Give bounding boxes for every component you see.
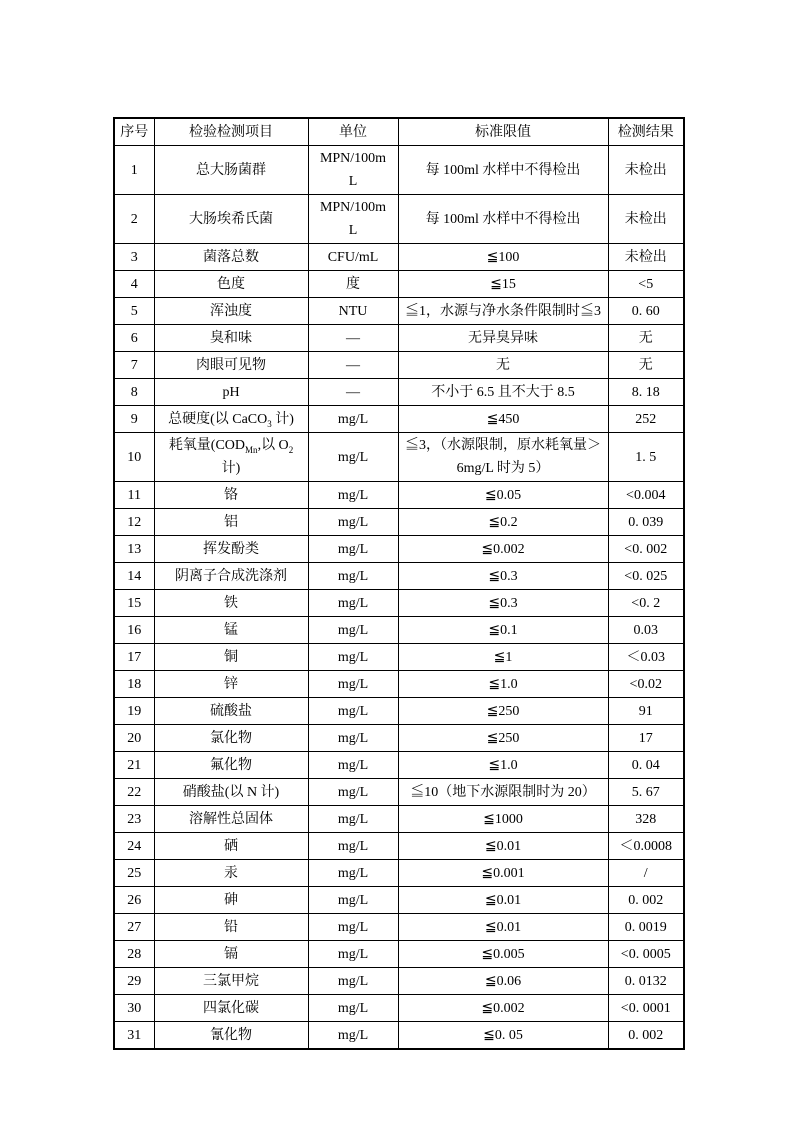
test-result-cell: ＜0.03 bbox=[608, 644, 684, 671]
standard-limit-cell: 每 100ml 水样中不得检出 bbox=[398, 146, 608, 195]
unit-cell: mg/L bbox=[308, 482, 398, 509]
table-row bbox=[114, 433, 684, 482]
table-header-row bbox=[114, 118, 684, 146]
item-name-cell: 色度 bbox=[154, 271, 308, 298]
test-result-cell: 无 bbox=[608, 325, 684, 352]
standard-limit-cell: ≦250 bbox=[398, 725, 608, 752]
row-number-cell: 18 bbox=[114, 671, 154, 698]
table-row bbox=[114, 325, 684, 352]
column-header-no: 序号 bbox=[114, 118, 154, 146]
unit-cell: mg/L bbox=[308, 806, 398, 833]
unit-cell: mg/L bbox=[308, 995, 398, 1022]
table-row bbox=[114, 352, 684, 379]
test-results-table bbox=[113, 117, 685, 1050]
table-row bbox=[114, 941, 684, 968]
row-number-cell: 19 bbox=[114, 698, 154, 725]
test-result-cell: <5 bbox=[608, 271, 684, 298]
unit-cell: mg/L bbox=[308, 779, 398, 806]
table-row bbox=[114, 698, 684, 725]
unit-cell: — bbox=[308, 352, 398, 379]
standard-limit-cell: ≦0.3 bbox=[398, 590, 608, 617]
test-result-cell: 0. 039 bbox=[608, 509, 684, 536]
table-row bbox=[114, 244, 684, 271]
test-result-cell: 0. 002 bbox=[608, 887, 684, 914]
row-number-cell: 15 bbox=[114, 590, 154, 617]
row-number-cell: 23 bbox=[114, 806, 154, 833]
row-number-cell: 26 bbox=[114, 887, 154, 914]
standard-limit-cell: 不小于 6.5 且不大于 8.5 bbox=[398, 379, 608, 406]
row-number-cell: 31 bbox=[114, 1022, 154, 1050]
item-name-cell: 镉 bbox=[154, 941, 308, 968]
row-number-cell: 6 bbox=[114, 325, 154, 352]
item-name-cell: 溶解性总固体 bbox=[154, 806, 308, 833]
test-result-cell: 328 bbox=[608, 806, 684, 833]
test-result-cell: ＜0.0008 bbox=[608, 833, 684, 860]
item-name-cell: 硫酸盐 bbox=[154, 698, 308, 725]
row-number-cell: 20 bbox=[114, 725, 154, 752]
unit-cell: mg/L bbox=[308, 1022, 398, 1050]
unit-cell: mg/L bbox=[308, 752, 398, 779]
table-row bbox=[114, 482, 684, 509]
item-name-cell: 耗氧量($COD_{Mn}$,以 $O_2$ 计) bbox=[154, 433, 308, 482]
standard-limit-cell: 每 100ml 水样中不得检出 bbox=[398, 195, 608, 244]
test-result-cell: <0.004 bbox=[608, 482, 684, 509]
unit-cell: MPN/100m L bbox=[308, 195, 398, 244]
test-result-cell: 0. 0132 bbox=[608, 968, 684, 995]
column-header-item: 检验检测项目 bbox=[154, 118, 308, 146]
standard-limit-cell: ≦0.002 bbox=[398, 536, 608, 563]
table-row bbox=[114, 298, 684, 325]
test-result-cell: 91 bbox=[608, 698, 684, 725]
item-name-cell: 铁 bbox=[154, 590, 308, 617]
test-result-cell: 1. 5 bbox=[608, 433, 684, 482]
standard-limit-cell: ≦450 bbox=[398, 406, 608, 433]
table-row bbox=[114, 195, 684, 244]
item-name-cell: 总硬度(以 CaCO$_3$ 计) bbox=[154, 406, 308, 433]
test-result-cell: <0. 002 bbox=[608, 536, 684, 563]
row-number-cell: 28 bbox=[114, 941, 154, 968]
standard-limit-cell: ≦1.0 bbox=[398, 671, 608, 698]
row-number-cell: 13 bbox=[114, 536, 154, 563]
test-result-cell: 0. 002 bbox=[608, 1022, 684, 1050]
row-number-cell: 16 bbox=[114, 617, 154, 644]
unit-cell: NTU bbox=[308, 298, 398, 325]
test-result-cell: 8. 18 bbox=[608, 379, 684, 406]
test-result-cell: <0. 0001 bbox=[608, 995, 684, 1022]
item-name-cell: 铅 bbox=[154, 914, 308, 941]
unit-cell: mg/L bbox=[308, 563, 398, 590]
row-number-cell: 2 bbox=[114, 195, 154, 244]
row-number-cell: 8 bbox=[114, 379, 154, 406]
item-name-cell: 三氯甲烷 bbox=[154, 968, 308, 995]
unit-cell: — bbox=[308, 325, 398, 352]
test-result-cell: <0. 025 bbox=[608, 563, 684, 590]
test-result-cell: 0. 0019 bbox=[608, 914, 684, 941]
table-row bbox=[114, 887, 684, 914]
standard-limit-cell: ≦0.01 bbox=[398, 833, 608, 860]
row-number-cell: 4 bbox=[114, 271, 154, 298]
standard-limit-cell: ≦100 bbox=[398, 244, 608, 271]
test-result-cell: 未检出 bbox=[608, 244, 684, 271]
item-name-cell: 总大肠菌群 bbox=[154, 146, 308, 195]
unit-cell: mg/L bbox=[308, 968, 398, 995]
item-name-cell: 肉眼可见物 bbox=[154, 352, 308, 379]
row-number-cell: 25 bbox=[114, 860, 154, 887]
standard-limit-cell: ≦0. 05 bbox=[398, 1022, 608, 1050]
row-number-cell: 12 bbox=[114, 509, 154, 536]
unit-cell: mg/L bbox=[308, 887, 398, 914]
row-number-cell: 1 bbox=[114, 146, 154, 195]
table-row bbox=[114, 536, 684, 563]
item-name-cell: 氰化物 bbox=[154, 1022, 308, 1050]
standard-limit-cell: ≦0.01 bbox=[398, 914, 608, 941]
standard-limit-cell: 无 bbox=[398, 352, 608, 379]
standard-limit-cell: ≦250 bbox=[398, 698, 608, 725]
table-row bbox=[114, 509, 684, 536]
unit-cell: mg/L bbox=[308, 590, 398, 617]
table-row bbox=[114, 725, 684, 752]
column-header-limit: 标准限值 bbox=[398, 118, 608, 146]
row-number-cell: 14 bbox=[114, 563, 154, 590]
row-number-cell: 27 bbox=[114, 914, 154, 941]
test-result-cell: <0. 0005 bbox=[608, 941, 684, 968]
table-row bbox=[114, 617, 684, 644]
standard-limit-cell: ≦3，（水源限制，原水耗氧量＞ 6mg/L 时为 5） bbox=[398, 433, 608, 482]
column-header-result: 检测结果 bbox=[608, 118, 684, 146]
standard-limit-cell: ≦0.06 bbox=[398, 968, 608, 995]
standard-limit-cell: ≦0.3 bbox=[398, 563, 608, 590]
item-name-cell: 氯化物 bbox=[154, 725, 308, 752]
unit-cell: mg/L bbox=[308, 644, 398, 671]
standard-limit-cell: ≦0.01 bbox=[398, 887, 608, 914]
test-result-cell: 未检出 bbox=[608, 146, 684, 195]
row-number-cell: 10 bbox=[114, 433, 154, 482]
table-row bbox=[114, 590, 684, 617]
table-row bbox=[114, 379, 684, 406]
standard-limit-cell: ≦1000 bbox=[398, 806, 608, 833]
table-row bbox=[114, 146, 684, 195]
test-result-cell: 0. 04 bbox=[608, 752, 684, 779]
item-name-cell: 四氯化碳 bbox=[154, 995, 308, 1022]
unit-cell: mg/L bbox=[308, 860, 398, 887]
table-row bbox=[114, 644, 684, 671]
standard-limit-cell: ≦0.002 bbox=[398, 995, 608, 1022]
row-number-cell: 30 bbox=[114, 995, 154, 1022]
standard-limit-cell: 无异臭异味 bbox=[398, 325, 608, 352]
unit-cell: mg/L bbox=[308, 833, 398, 860]
unit-cell: mg/L bbox=[308, 941, 398, 968]
unit-cell: mg/L bbox=[308, 671, 398, 698]
table-row bbox=[114, 995, 684, 1022]
test-result-cell: 5. 67 bbox=[608, 779, 684, 806]
test-result-cell: <0. 2 bbox=[608, 590, 684, 617]
item-name-cell: 铜 bbox=[154, 644, 308, 671]
standard-limit-cell: ≦1，水源与净水条件限制时≦3 bbox=[398, 298, 608, 325]
test-result-cell: 252 bbox=[608, 406, 684, 433]
table-row bbox=[114, 914, 684, 941]
unit-cell: 度 bbox=[308, 271, 398, 298]
table-row bbox=[114, 271, 684, 298]
test-result-cell: 17 bbox=[608, 725, 684, 752]
item-name-cell: 锰 bbox=[154, 617, 308, 644]
item-name-cell: 铝 bbox=[154, 509, 308, 536]
item-name-cell: 硝酸盐(以 N 计) bbox=[154, 779, 308, 806]
row-number-cell: 3 bbox=[114, 244, 154, 271]
table-row bbox=[114, 860, 684, 887]
item-name-cell: 挥发酚类 bbox=[154, 536, 308, 563]
item-name-cell: 铬 bbox=[154, 482, 308, 509]
row-number-cell: 17 bbox=[114, 644, 154, 671]
unit-cell: mg/L bbox=[308, 406, 398, 433]
unit-cell: mg/L bbox=[308, 509, 398, 536]
item-name-cell: 硒 bbox=[154, 833, 308, 860]
item-name-cell: pH bbox=[154, 379, 308, 406]
test-result-cell: 0.03 bbox=[608, 617, 684, 644]
item-name-cell: 大肠埃希氏菌 bbox=[154, 195, 308, 244]
unit-cell: mg/L bbox=[308, 725, 398, 752]
column-header-unit: 单位 bbox=[308, 118, 398, 146]
table-row bbox=[114, 779, 684, 806]
standard-limit-cell: ≦1 bbox=[398, 644, 608, 671]
item-name-cell: 砷 bbox=[154, 887, 308, 914]
unit-cell: CFU/mL bbox=[308, 244, 398, 271]
row-number-cell: 7 bbox=[114, 352, 154, 379]
standard-limit-cell: ≦15 bbox=[398, 271, 608, 298]
standard-limit-cell: ≦0.2 bbox=[398, 509, 608, 536]
test-result-cell: 无 bbox=[608, 352, 684, 379]
row-number-cell: 9 bbox=[114, 406, 154, 433]
row-number-cell: 22 bbox=[114, 779, 154, 806]
standard-limit-cell: ≦1.0 bbox=[398, 752, 608, 779]
table-row bbox=[114, 752, 684, 779]
test-result-cell: <0.02 bbox=[608, 671, 684, 698]
item-name-cell: 臭和味 bbox=[154, 325, 308, 352]
item-name-cell: 汞 bbox=[154, 860, 308, 887]
table-row bbox=[114, 806, 684, 833]
table-row bbox=[114, 406, 684, 433]
unit-cell: mg/L bbox=[308, 698, 398, 725]
row-number-cell: 5 bbox=[114, 298, 154, 325]
row-number-cell: 21 bbox=[114, 752, 154, 779]
standard-limit-cell: ≦0.05 bbox=[398, 482, 608, 509]
item-name-cell: 浑浊度 bbox=[154, 298, 308, 325]
unit-cell: mg/L bbox=[308, 914, 398, 941]
table-row bbox=[114, 1022, 684, 1050]
standard-limit-cell: ≦0.005 bbox=[398, 941, 608, 968]
standard-limit-cell: ≦0.001 bbox=[398, 860, 608, 887]
standard-limit-cell: ≦0.1 bbox=[398, 617, 608, 644]
table-row bbox=[114, 833, 684, 860]
item-name-cell: 阴离子合成洗涤剂 bbox=[154, 563, 308, 590]
test-result-cell: 未检出 bbox=[608, 195, 684, 244]
table-row bbox=[114, 563, 684, 590]
item-name-cell: 氟化物 bbox=[154, 752, 308, 779]
row-number-cell: 29 bbox=[114, 968, 154, 995]
table-row bbox=[114, 968, 684, 995]
unit-cell: mg/L bbox=[308, 433, 398, 482]
test-result-cell: 0. 60 bbox=[608, 298, 684, 325]
row-number-cell: 24 bbox=[114, 833, 154, 860]
unit-cell: — bbox=[308, 379, 398, 406]
item-name-cell: 菌落总数 bbox=[154, 244, 308, 271]
item-name-cell: 锌 bbox=[154, 671, 308, 698]
table-row bbox=[114, 671, 684, 698]
unit-cell: mg/L bbox=[308, 536, 398, 563]
row-number-cell: 11 bbox=[114, 482, 154, 509]
test-result-cell: / bbox=[608, 860, 684, 887]
unit-cell: MPN/100m L bbox=[308, 146, 398, 195]
unit-cell: mg/L bbox=[308, 617, 398, 644]
standard-limit-cell: ≦10（地下水源限制时为 20） bbox=[398, 779, 608, 806]
